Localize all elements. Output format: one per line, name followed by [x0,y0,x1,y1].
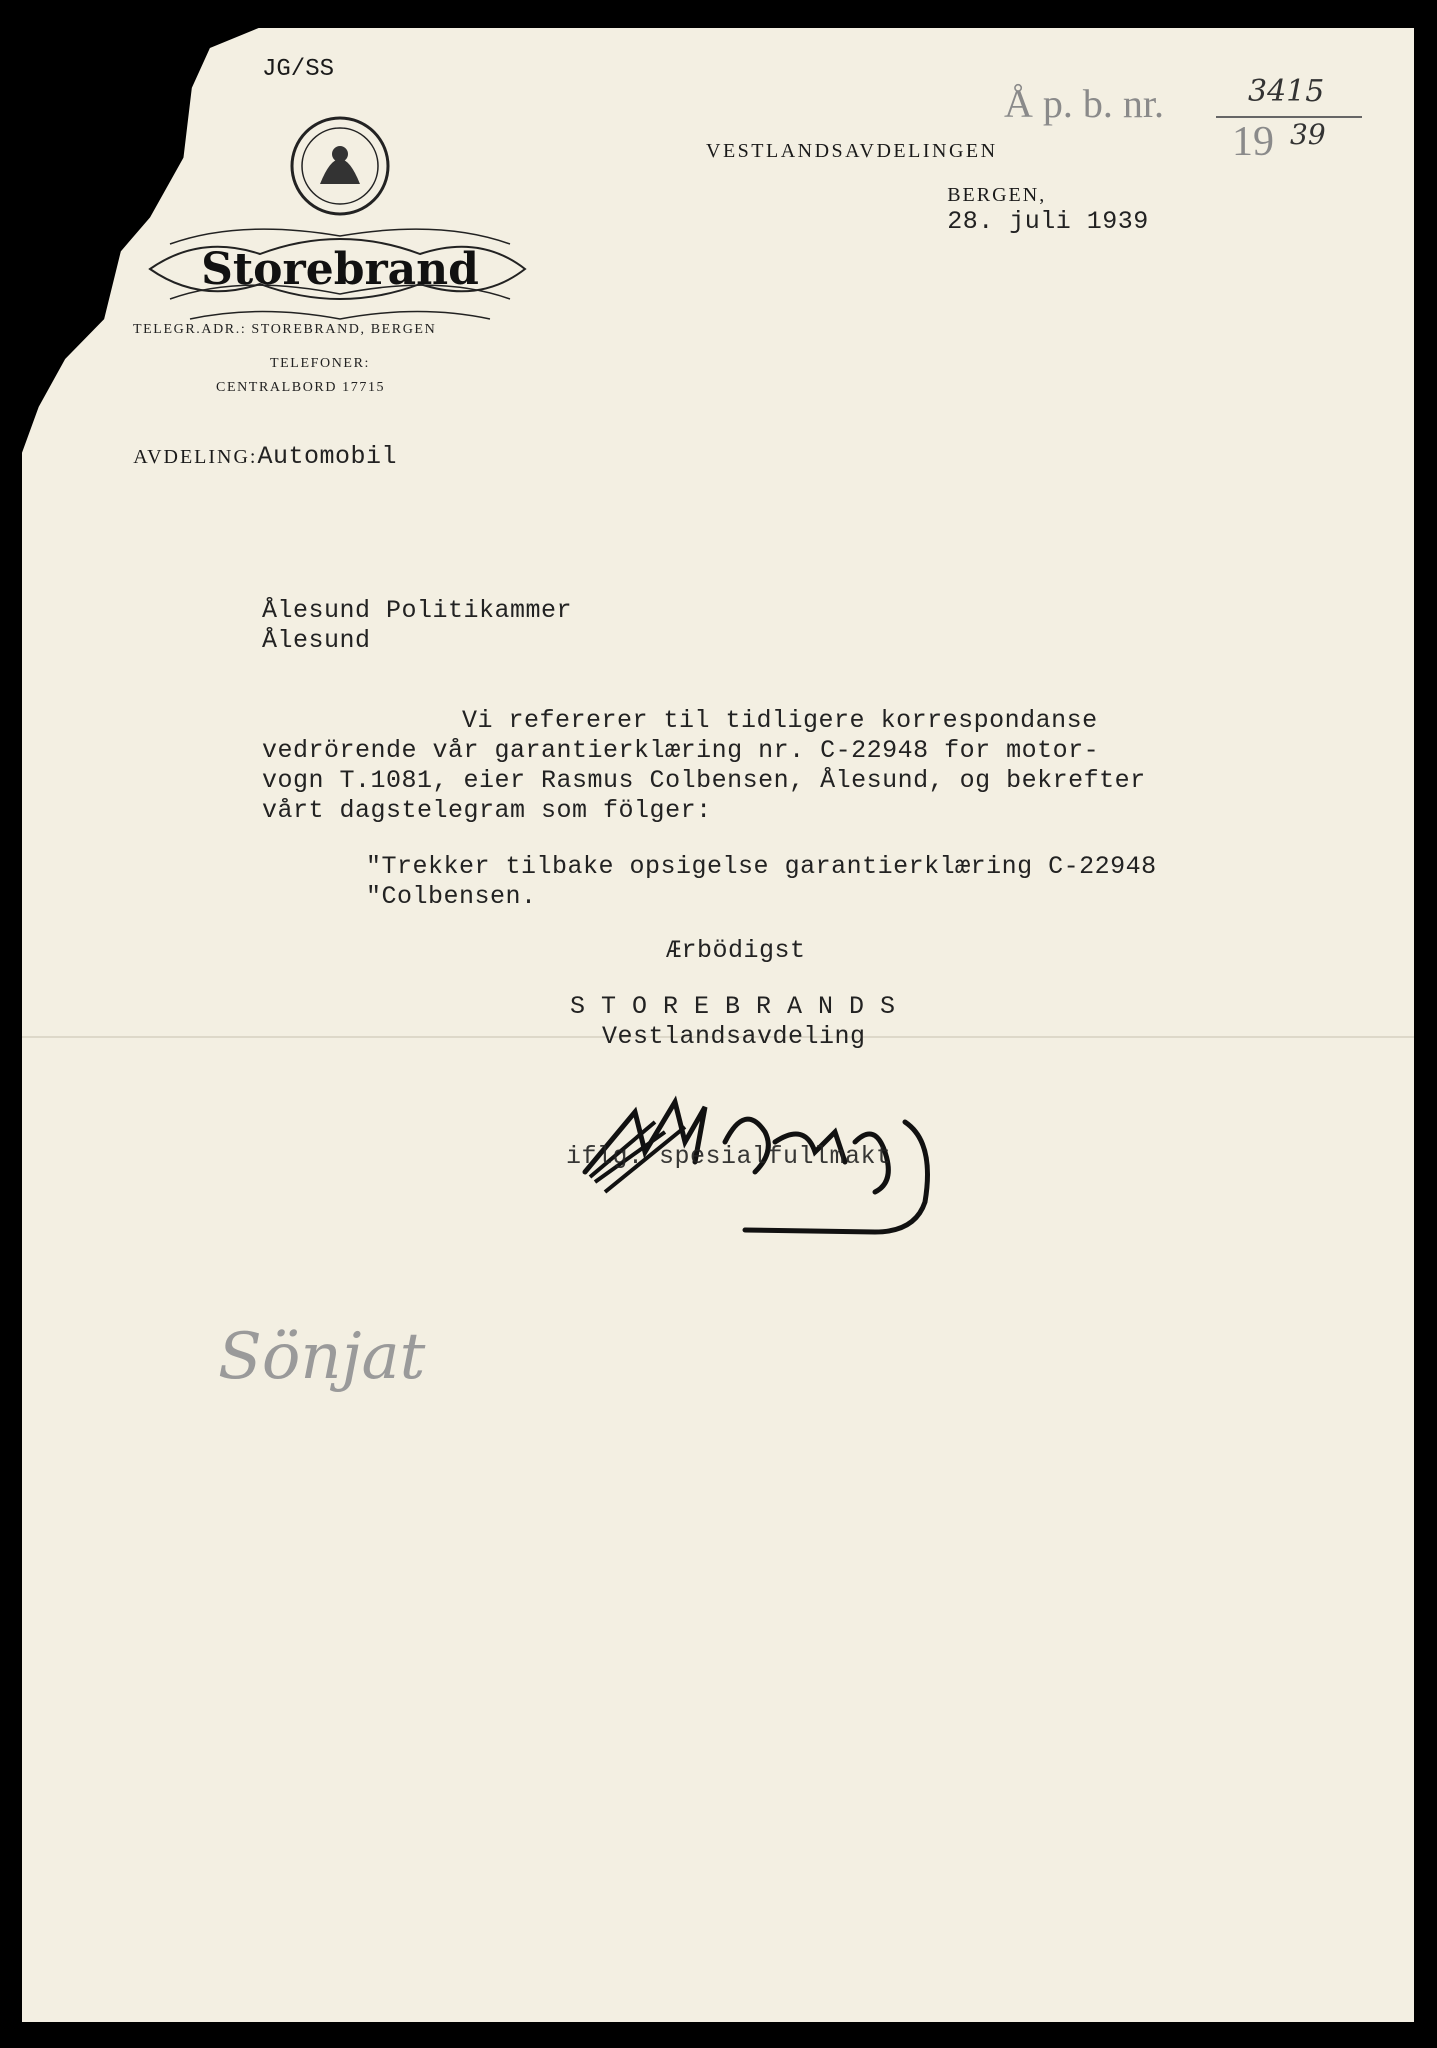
signature-authority: iflg. spesialfullmakt [566,1142,892,1171]
body-line-4: vårt dagstelegram som fölger: [262,796,712,825]
body-line-3: vogn T.1081, eier Rasmus Colbensen, Ålesund, og bekrefter [262,766,1146,795]
closing-greeting: Ærbödigst [666,936,806,965]
department-line [114,424,397,471]
department-label: AVDELING: [133,446,258,468]
body-line-1: Vi refererer til tidligere korrespondanse [462,706,1098,735]
recipient-city: Ålesund [262,626,371,655]
phones-label: TELEFONER: [270,356,370,371]
city-label: BERGEN, [947,184,1047,206]
date-line [928,166,1149,236]
stamp-number: 3415 [1248,74,1325,109]
svg-text:Storebrand: Storebrand [201,244,479,295]
department-value: Automobil [257,442,398,471]
letter-date: 28. juli 1939 [947,207,1149,236]
body-line-2: vedrörende vår garantierklæring nr. C-22948 for motor- [262,736,1100,765]
stamp-label: Å p. b. nr. [1004,81,1164,126]
switchboard-number: CENTRALBORD 17715 [216,380,386,395]
closing-company: S T O R E B R A N D S [570,992,896,1021]
archive-stamp [996,62,1164,127]
stamp-year-prefix: 19 [1232,119,1274,165]
reference-initials: JG/SS [262,56,335,83]
stamp-year-suffix: 39 [1290,118,1326,151]
telegram-address: TELEGR.ADR.: STOREBRAND, BERGEN [133,322,437,337]
closing-department: Vestlandsavdeling [602,1022,866,1051]
recipient-name: Ålesund Politikammer [262,596,573,625]
pencil-note: Sönjat [218,1320,426,1394]
branch-name: VESTLANDSAVDELINGEN [706,140,998,162]
storebrand-emblem-icon [140,114,530,354]
telegram-quote-2: "Colbensen. [366,882,537,911]
telegram-quote-1: "Trekker tilbake opsigelse garantierklæring C-22948 [366,852,1157,881]
